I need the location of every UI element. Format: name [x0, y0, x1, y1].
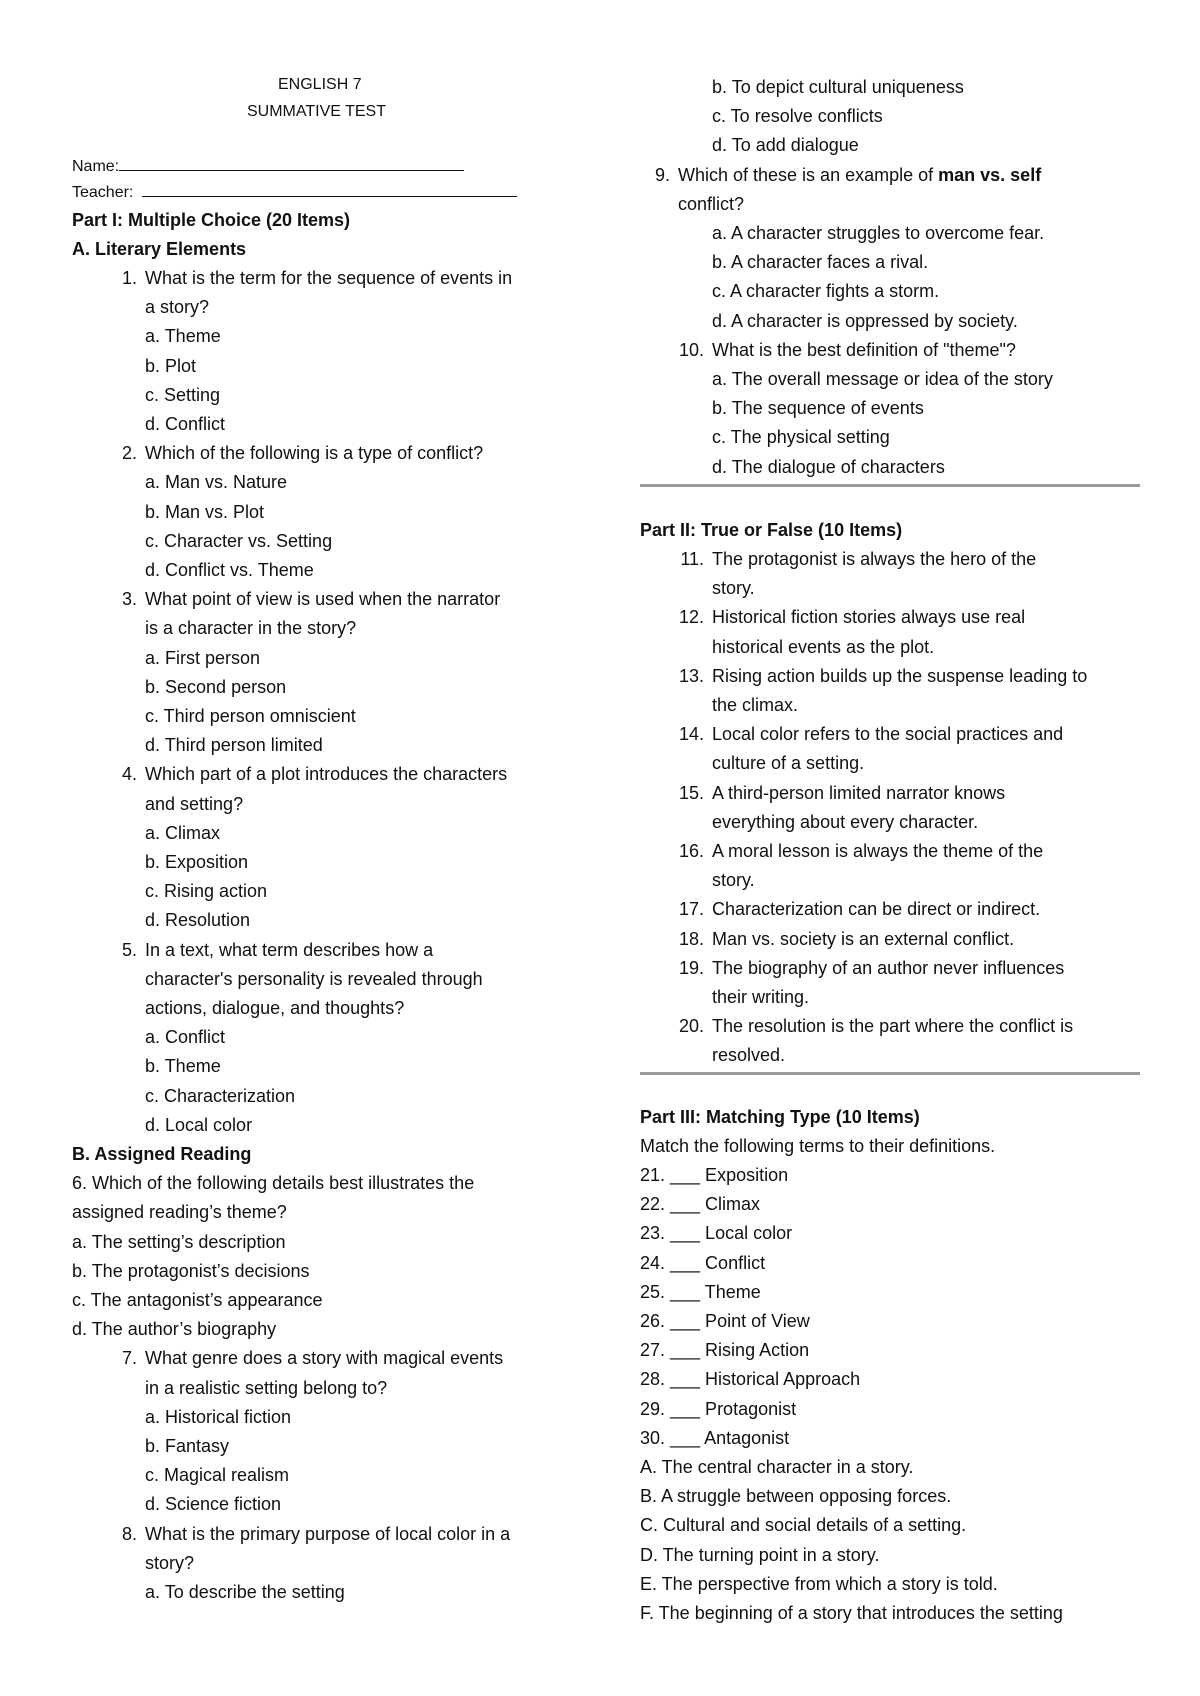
question-line: Man vs. society is an external conflict.: [712, 928, 1015, 949]
text-line: b. The protagonist’s decisions: [72, 1260, 310, 1281]
text-line: story.: [712, 870, 755, 891]
question-number: 14.: [678, 724, 704, 745]
text-line: b. A character faces a rival.: [712, 252, 929, 273]
question-number: 7.: [121, 1348, 137, 1369]
text-line: assigned reading’s theme?: [72, 1202, 287, 1223]
text-line: 25. ___ Theme: [640, 1281, 761, 1302]
q9-emphasis: man vs. self: [938, 165, 1042, 185]
text-line: d. Local color: [145, 1114, 253, 1135]
text-line: a. First person: [145, 647, 261, 668]
text-line: 29. ___ Protagonist: [640, 1398, 797, 1419]
text-line: a. Historical fiction: [145, 1406, 292, 1427]
question-number: 20.: [678, 1016, 704, 1037]
text-line: 23. ___ Local color: [640, 1223, 793, 1244]
question-line: A moral lesson is always the theme of the: [712, 841, 1044, 861]
text-line: the climax.: [712, 695, 799, 715]
text-line: historical events as the plot.: [712, 636, 935, 657]
text-line: a. Man vs. Nature: [145, 472, 288, 493]
question-number: 8.: [121, 1523, 137, 1544]
question-line: What is the best definition of "theme"?: [712, 339, 1016, 360]
text-line: A. The central character in a story.: [640, 1457, 914, 1477]
text-line: c. Magical realism: [145, 1465, 290, 1486]
q9-number: 9.: [654, 165, 670, 185]
text-line: 30. ___ Antagonist: [640, 1427, 790, 1448]
question-number: 3.: [121, 589, 137, 610]
text-line: 28. ___ Historical Approach: [640, 1369, 861, 1390]
text-line: b. Exposition: [145, 852, 249, 872]
text-line: a. Climax: [145, 822, 221, 843]
q9-line2: conflict?: [678, 194, 745, 214]
text-line: c. Setting: [145, 384, 221, 405]
text-line: story?: [145, 1552, 195, 1573]
teacher-blank[interactable]: [142, 181, 517, 197]
text-line: d. Conflict: [145, 414, 226, 434]
question-line: A third-person limited narrator knows: [712, 782, 1006, 803]
text-line: b. The sequence of events: [712, 398, 924, 419]
text-line: a. The overall message or idea of the story: [712, 369, 1053, 389]
teacher-field[interactable]: [72, 181, 517, 204]
question-number: 16.: [678, 841, 704, 861]
text-line: E. The perspective from which a story is told.: [640, 1573, 998, 1594]
text-line: their writing.: [712, 987, 810, 1007]
question-number: 1.: [121, 268, 137, 288]
text-line: 24. ___ Conflict: [640, 1252, 766, 1273]
text-line: d. Science fiction: [145, 1494, 282, 1515]
question-number: 11.: [680, 549, 704, 569]
text-line: a. Conflict: [145, 1027, 226, 1048]
text-line: b. Man vs. Plot: [145, 501, 265, 522]
text-line: a story?: [145, 297, 210, 318]
question-number: 5.: [121, 939, 137, 960]
question-line: Characterization can be direct or indirect.: [712, 899, 1041, 920]
question-line: The protagonist is always the hero of the: [712, 549, 1037, 569]
teacher-label: Teacher:: [72, 184, 134, 201]
text-line: resolved.: [712, 1045, 786, 1066]
name-label: Name:: [72, 158, 120, 175]
question-line: Which of the following is a type of conflict?: [145, 443, 484, 464]
question-line: Historical fiction stories always use real: [712, 607, 1026, 628]
text-line: c. A character fights a storm.: [712, 281, 940, 302]
text-line: d. Resolution: [145, 910, 251, 931]
text-line: d. A character is oppressed by society.: [712, 310, 1018, 331]
text-line: F. The beginning of a story that introduces the setting: [640, 1603, 1063, 1623]
question-9: [654, 164, 1042, 186]
text-line: c. To resolve conflicts: [712, 106, 883, 127]
question-line: Rising action builds up the suspense leading to: [712, 665, 1088, 686]
text-line: b. Theme: [145, 1056, 221, 1077]
question-line: The biography of an author never influences: [712, 957, 1065, 978]
question-number: 12.: [678, 607, 704, 628]
part1-title: Part I: Multiple Choice (20 Items): [72, 210, 351, 230]
question-number: 19.: [678, 957, 704, 978]
question-line: What genre does a story with magical events: [145, 1348, 504, 1369]
question-line: What is the primary purpose of local color in a: [145, 1523, 511, 1544]
part3-title: Part III: Matching Type (10 Items): [640, 1107, 920, 1127]
text-line: c. Third person omniscient: [145, 706, 356, 726]
text-line: c. Characterization: [145, 1085, 296, 1106]
part3-instruction: Match the following terms to their definitions.: [640, 1136, 996, 1156]
part2-title: Part II: True or False (10 Items): [640, 520, 903, 540]
question-line: Local color refers to the social practices and: [712, 724, 1064, 745]
text-line: c. The antagonist’s appearance: [72, 1290, 323, 1310]
text-line: D. The turning point in a story.: [640, 1544, 880, 1565]
divider-2: [640, 1072, 1140, 1075]
text-line: a. The setting’s description: [72, 1231, 286, 1252]
text-line: d. Third person limited: [145, 735, 323, 756]
text-line: C. Cultural and social details of a setting.: [640, 1515, 967, 1536]
question-number: 15.: [678, 782, 704, 803]
question-number: 10.: [678, 339, 704, 360]
text-line: character's personality is revealed through: [145, 968, 483, 989]
question-number: 4.: [121, 764, 137, 785]
text-line: 26. ___ Point of View: [640, 1311, 810, 1331]
text-line: actions, dialogue, and thoughts?: [145, 998, 405, 1018]
text-line: a. To describe the setting: [145, 1582, 345, 1602]
question-number: 13.: [678, 665, 704, 686]
text-line: story.: [712, 578, 755, 599]
text-line: B. A struggle between opposing forces.: [640, 1486, 952, 1507]
divider-1: [640, 484, 1140, 487]
text-line: everything about every character.: [712, 811, 979, 832]
text-line: b. Plot: [145, 355, 197, 376]
text-line: d. Conflict vs. Theme: [145, 560, 314, 580]
subject-title: ENGLISH 7: [278, 76, 362, 93]
question-line: Which part of a plot introduces the characters: [145, 764, 508, 785]
text-line: b. To depict cultural uniqueness: [712, 77, 964, 97]
section-b-title: B. Assigned Reading: [72, 1144, 252, 1164]
text-line: 22. ___ Climax: [640, 1194, 761, 1215]
q9-text: Which of these is an example of: [678, 165, 939, 185]
text-line: d. The author’s biography: [72, 1319, 277, 1340]
text-line: a. A character struggles to overcome fear.: [712, 223, 1045, 243]
text-line: d. To add dialogue: [712, 135, 859, 156]
section-a-title: A. Literary Elements: [72, 239, 247, 259]
text-line: a. Theme: [145, 326, 221, 347]
question-number: 18.: [678, 928, 704, 949]
question-line: What is the term for the sequence of events in: [145, 268, 513, 288]
text-line: 27. ___ Rising Action: [640, 1340, 810, 1361]
text-line: b. Fantasy: [145, 1436, 230, 1456]
text-line: b. Second person: [145, 676, 287, 697]
question-line: What point of view is used when the narrator: [145, 589, 501, 610]
text-line: c. The physical setting: [712, 427, 890, 448]
name-blank[interactable]: [119, 155, 464, 171]
text-line: culture of a setting.: [712, 753, 865, 774]
text-line: 6. Which of the following details best illustrates the: [72, 1173, 475, 1194]
question-line: The resolution is the part where the conflict is: [712, 1016, 1074, 1037]
text-line: 21. ___ Exposition: [640, 1165, 789, 1185]
text-line: d. The dialogue of characters: [712, 456, 945, 477]
test-title: SUMMATIVE TEST: [247, 103, 386, 120]
name-field[interactable]: [72, 155, 464, 178]
text-line: is a character in the story?: [145, 618, 357, 639]
text-line: c. Character vs. Setting: [145, 530, 333, 551]
question-number: 2.: [121, 443, 137, 464]
question-line: In a text, what term describes how a: [145, 939, 434, 960]
question-number: 17.: [678, 899, 704, 920]
text-line: c. Rising action: [145, 881, 268, 902]
text-line: and setting?: [145, 793, 244, 814]
text-line: in a realistic setting belong to?: [145, 1377, 388, 1398]
